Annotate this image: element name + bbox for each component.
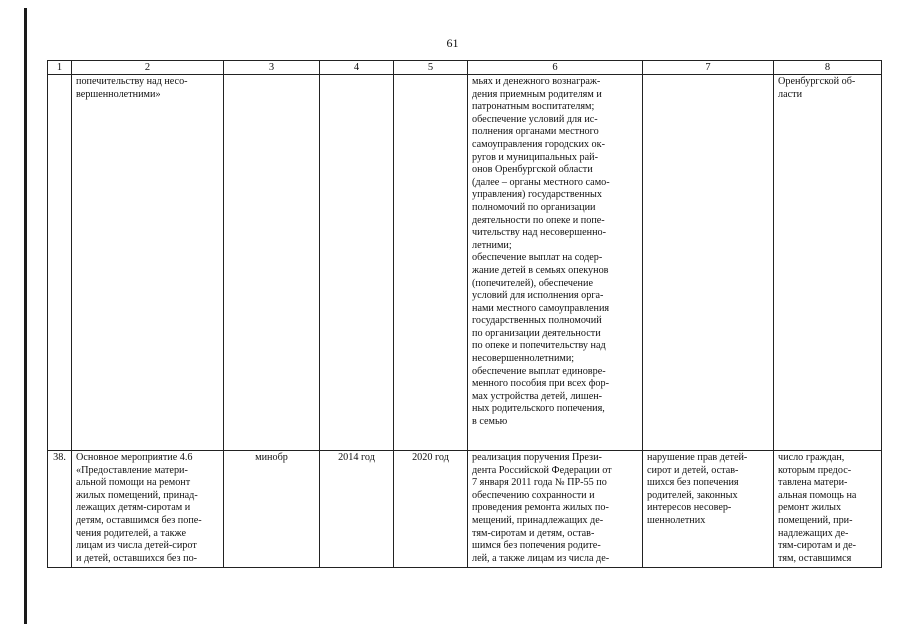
start-year-cell: 2014 год xyxy=(320,451,394,568)
indicator-cell: число граждан, которым предос- тавлена матери- альная помощь на ремонт жилых помещений, при- надлежащих де- тям-сиротам и де- тям, оставшимся xyxy=(774,451,882,568)
page-number: 61 xyxy=(446,36,459,50)
measure-cell: Основное мероприятие 4.6 «Предоставление матери- альной помощи на ремонт жилых помещений, принад- лежащих детям-сиротам и детям, оставшимся без попе- чения родителей, а также лицам из числа детей-сирот и детей, оставшихся без по- xyxy=(72,451,224,568)
end-year-cell xyxy=(394,75,468,451)
column-header: 6 xyxy=(468,61,643,75)
binding-edge-line xyxy=(24,8,27,624)
column-header: 1 xyxy=(48,61,72,75)
start-year-cell xyxy=(320,75,394,451)
indicator-cell: Оренбургской об- ласти xyxy=(774,75,882,451)
column-header: 8 xyxy=(774,61,882,75)
row-number-cell: 38. xyxy=(48,451,72,568)
table-row xyxy=(48,75,882,451)
column-header: 3 xyxy=(224,61,320,75)
table-row xyxy=(48,451,882,568)
expected-result-cell: реализация поручения Прези- дента Российской Федерации от 7 января 2011 года № ПР-55 по обеспечению сохранности и проведения ремонта жилых по- мещений, принадлежащих де- тям-сиротам и детям, остав- шимся без попечения родите- лей, а также лицам из числа де- xyxy=(468,451,643,568)
end-year-cell: 2020 год xyxy=(394,451,468,568)
executor-cell: минобр xyxy=(224,451,320,568)
consequence-cell: нарушение прав детей- сирот и детей, остав- шихся без попечения родителей, законных интересов несовер- шеннолетних xyxy=(643,451,774,568)
measure-cell: попечительству над несо- вершеннолетними» xyxy=(72,75,224,451)
column-header: 7 xyxy=(643,61,774,75)
executor-cell xyxy=(224,75,320,451)
row-number-cell xyxy=(48,75,72,451)
expected-result-cell: мьях и денежного вознаграж- дения приемным родителям и патронатным воспитателям; обеспечение условий для ис- полнения органами местного самоуправления городских ок- ругов и муниципальных рай- онов Оренбургской области (далее – органы местного само- управления) государственных полномочий по организации деятельности по опеке и попе- чительству над несовершенно- летними; обеспечение выплат на содер- жание детей в семьях опекунов (попечителей), обеспечение условий для исполнения орга- нами местного самоуправления государственных полномочий по организации деятельности по опеке и попечительству над несовершеннолетними; обеспечение выплат единовре- менного пособия при всех фор- мах устройства детей, лишен- ных родительского попечения, в семью xyxy=(468,75,643,451)
table-header-row xyxy=(48,61,882,75)
column-header: 5 xyxy=(394,61,468,75)
column-header: 2 xyxy=(72,61,224,75)
column-header: 4 xyxy=(320,61,394,75)
program-table xyxy=(47,60,882,568)
consequence-cell xyxy=(643,75,774,451)
